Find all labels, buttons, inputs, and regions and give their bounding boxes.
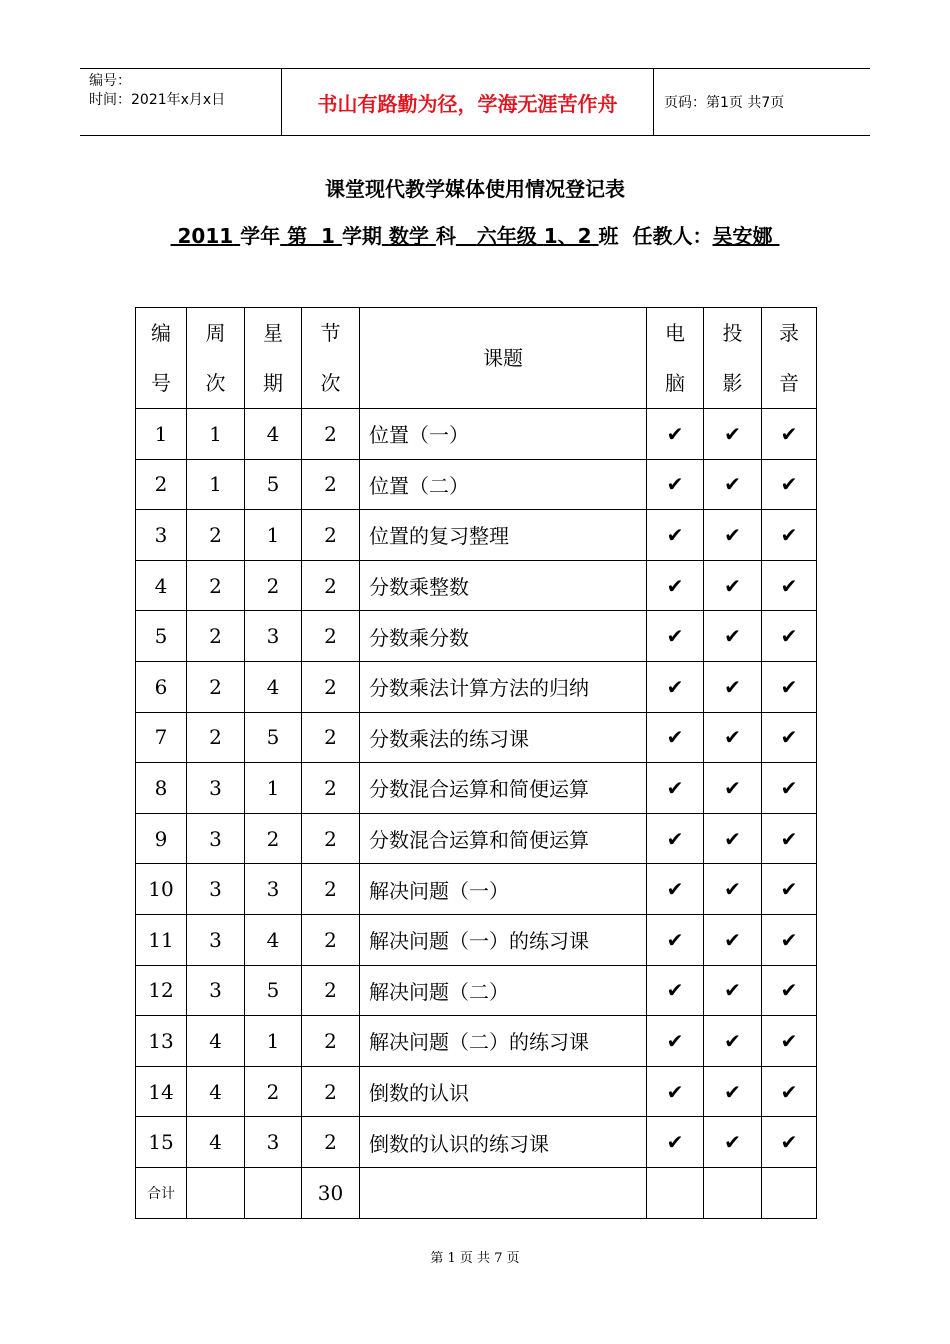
cell-topic: 分数混合运算和简便运算 (360, 763, 647, 814)
cell-period: 2 (302, 661, 360, 712)
header-char: 号 (151, 371, 171, 395)
cell-topic: 解决问题（二）的练习课 (360, 1016, 647, 1067)
cell-topic: 位置（一） (360, 409, 647, 460)
table-row (136, 712, 817, 763)
cell-week: 2 (187, 611, 245, 662)
check-icon: ✔ (762, 459, 817, 510)
table-row (136, 1117, 817, 1168)
cell-day: 2 (245, 560, 302, 611)
cell-num: 12 (136, 965, 187, 1016)
header-char: 编 (151, 321, 171, 345)
header-char: 录 (779, 321, 799, 345)
cell-day: 2 (245, 1066, 302, 1117)
cell-week: 1 (187, 409, 245, 460)
header-char: 次 (205, 371, 226, 395)
check-icon: ✔ (704, 560, 762, 611)
cell-week: 3 (187, 914, 245, 965)
cell-period: 2 (302, 459, 360, 510)
page-header (80, 68, 870, 136)
header-projector (704, 308, 762, 409)
header-page-label: 页码：第1页 共7页 (664, 95, 785, 111)
cell-day: 5 (245, 459, 302, 510)
header-day (245, 308, 302, 409)
cell-day: 1 (245, 763, 302, 814)
year-suffix: 学年 (240, 224, 281, 248)
cell-day: 4 (245, 661, 302, 712)
table-row (136, 864, 817, 915)
header-char: 投 (722, 321, 743, 345)
check-icon: ✔ (704, 1016, 762, 1067)
cell-num: 10 (136, 864, 187, 915)
cell-num: 15 (136, 1117, 187, 1168)
table-header-row (136, 308, 817, 409)
check-icon: ✔ (647, 510, 704, 561)
time-label: 时间：2021年x月x日 (89, 92, 226, 108)
teacher: 吴安娜 (712, 224, 773, 248)
check-icon: ✔ (647, 763, 704, 814)
check-icon: ✔ (704, 1066, 762, 1117)
check-icon: ✔ (647, 409, 704, 460)
cell-period: 2 (302, 510, 360, 561)
header-week (187, 308, 245, 409)
cell-topic: 位置的复习整理 (360, 510, 647, 561)
term: 第 1 (287, 224, 335, 248)
header-recorder (762, 308, 817, 409)
cell-period: 2 (302, 763, 360, 814)
check-icon: ✔ (647, 611, 704, 662)
cell-week: 3 (187, 864, 245, 915)
header-char: 节 (320, 321, 341, 345)
document-title: 课堂现代教学媒体使用情况登记表 (325, 177, 625, 201)
check-icon: ✔ (647, 965, 704, 1016)
cell-day: 1 (245, 510, 302, 561)
check-icon: ✔ (704, 813, 762, 864)
cell-num: 1 (136, 409, 187, 460)
cell-period: 2 (302, 560, 360, 611)
check-icon: ✔ (762, 1016, 817, 1067)
table-row (136, 813, 817, 864)
cell-num: 5 (136, 611, 187, 662)
check-icon: ✔ (647, 864, 704, 915)
year: 2011 (177, 224, 234, 248)
cell-day: 3 (245, 611, 302, 662)
cell-week: 2 (187, 510, 245, 561)
check-icon: ✔ (704, 459, 762, 510)
table-row (136, 661, 817, 712)
header-char: 影 (722, 371, 743, 395)
cell-num: 9 (136, 813, 187, 864)
cell-topic: 分数乘整数 (360, 560, 647, 611)
cell-day: 2 (245, 813, 302, 864)
cell-day: 1 (245, 1016, 302, 1067)
table-row (136, 611, 817, 662)
check-icon: ✔ (762, 813, 817, 864)
header-char: 电 (665, 321, 685, 345)
subject: 数学 (388, 224, 429, 248)
header-char: 音 (779, 371, 799, 395)
cell-topic: 位置（二） (360, 459, 647, 510)
header-computer (647, 308, 704, 409)
cell-day: 5 (245, 965, 302, 1016)
check-icon: ✔ (647, 914, 704, 965)
cell-num: 6 (136, 661, 187, 712)
check-icon: ✔ (647, 661, 704, 712)
cell-num: 11 (136, 914, 187, 965)
table-row (136, 560, 817, 611)
check-icon: ✔ (647, 459, 704, 510)
cell-period: 2 (302, 409, 360, 460)
header-period (302, 308, 360, 409)
check-icon: ✔ (704, 409, 762, 460)
cell-period: 2 (302, 965, 360, 1016)
check-icon: ✔ (647, 1117, 704, 1168)
check-icon: ✔ (762, 914, 817, 965)
cell-topic: 分数混合运算和简便运算 (360, 813, 647, 864)
cell-num: 3 (136, 510, 187, 561)
header-topic: 课题 (360, 308, 647, 409)
cell-day: 4 (245, 409, 302, 460)
term-suffix: 学期 (341, 224, 382, 248)
cell-num: 14 (136, 1066, 187, 1117)
cell-week: 2 (187, 712, 245, 763)
total-label: 合计 (136, 1167, 187, 1218)
check-icon: ✔ (762, 560, 817, 611)
check-icon: ✔ (647, 813, 704, 864)
cell-topic: 分数乘分数 (360, 611, 647, 662)
cell-week: 3 (187, 965, 245, 1016)
check-icon: ✔ (704, 914, 762, 965)
table-row (136, 763, 817, 814)
cell-num: 7 (136, 712, 187, 763)
check-icon: ✔ (762, 965, 817, 1016)
table-row (136, 459, 817, 510)
check-icon: ✔ (762, 510, 817, 561)
document-subtitle (0, 220, 950, 249)
check-icon: ✔ (704, 611, 762, 662)
cell-period: 2 (302, 1117, 360, 1168)
check-icon: ✔ (762, 1117, 817, 1168)
check-icon: ✔ (762, 1066, 817, 1117)
cell-period: 2 (302, 864, 360, 915)
table-row (136, 1066, 817, 1117)
cell-topic: 解决问题（二） (360, 965, 647, 1016)
cell-num: 8 (136, 763, 187, 814)
grade: 六年级 (476, 224, 537, 248)
cell-topic: 解决问题（一）的练习课 (360, 914, 647, 965)
header-char: 周 (205, 321, 226, 345)
page-footer: 第 1 页 共 7 页 (430, 1251, 520, 1266)
cell-week: 2 (187, 661, 245, 712)
check-icon: ✔ (762, 409, 817, 460)
cell-week: 1 (187, 459, 245, 510)
subject-suffix: 科 (435, 224, 456, 248)
header-meta (80, 69, 282, 135)
check-icon: ✔ (647, 1016, 704, 1067)
cell-period: 2 (302, 712, 360, 763)
cell-period: 2 (302, 1016, 360, 1067)
cell-topic: 倒数的认识 (360, 1066, 647, 1117)
classes: 1、2 (543, 224, 592, 248)
cell-period: 2 (302, 1066, 360, 1117)
check-icon: ✔ (762, 763, 817, 814)
table-row (136, 510, 817, 561)
media-usage-table (135, 307, 817, 1219)
check-icon: ✔ (704, 661, 762, 712)
check-icon: ✔ (704, 965, 762, 1016)
cell-day: 3 (245, 864, 302, 915)
check-icon: ✔ (647, 1066, 704, 1117)
cell-topic: 分数乘法计算方法的归纳 (360, 661, 647, 712)
check-icon: ✔ (647, 712, 704, 763)
cell-day: 5 (245, 712, 302, 763)
header-char: 期 (263, 371, 283, 395)
number-label: 编号： (89, 73, 131, 89)
cell-topic: 倒数的认识的练习课 (360, 1117, 647, 1168)
check-icon: ✔ (704, 1117, 762, 1168)
cell-period: 2 (302, 813, 360, 864)
cell-week: 2 (187, 560, 245, 611)
cell-week: 4 (187, 1117, 245, 1168)
class-suffix: 班 任教人： (598, 224, 713, 248)
cell-topic: 分数乘法的练习课 (360, 712, 647, 763)
total-value: 30 (302, 1167, 360, 1218)
cell-num: 4 (136, 560, 187, 611)
header-motto: 书山有路勤为径，学海无涯苦作舟 (282, 69, 654, 135)
cell-topic: 解决问题（一） (360, 864, 647, 915)
table-row (136, 1016, 817, 1067)
table-row (136, 914, 817, 965)
check-icon: ✔ (704, 864, 762, 915)
table-row (136, 409, 817, 460)
cell-week: 4 (187, 1066, 245, 1117)
cell-week: 3 (187, 763, 245, 814)
check-icon: ✔ (704, 712, 762, 763)
check-icon: ✔ (704, 510, 762, 561)
check-icon: ✔ (762, 712, 817, 763)
header-char: 星 (263, 321, 283, 345)
cell-day: 4 (245, 914, 302, 965)
check-icon: ✔ (762, 611, 817, 662)
header-num (136, 308, 187, 409)
header-char: 脑 (665, 371, 685, 395)
check-icon: ✔ (704, 763, 762, 814)
cell-period: 2 (302, 914, 360, 965)
cell-day: 3 (245, 1117, 302, 1168)
cell-period: 2 (302, 611, 360, 662)
cell-num: 2 (136, 459, 187, 510)
table-row (136, 965, 817, 1016)
header-char: 次 (320, 371, 341, 395)
cell-week: 3 (187, 813, 245, 864)
cell-week: 4 (187, 1016, 245, 1067)
cell-num: 13 (136, 1016, 187, 1067)
check-icon: ✔ (762, 864, 817, 915)
check-icon: ✔ (762, 661, 817, 712)
check-icon: ✔ (647, 560, 704, 611)
total-row (136, 1167, 817, 1218)
